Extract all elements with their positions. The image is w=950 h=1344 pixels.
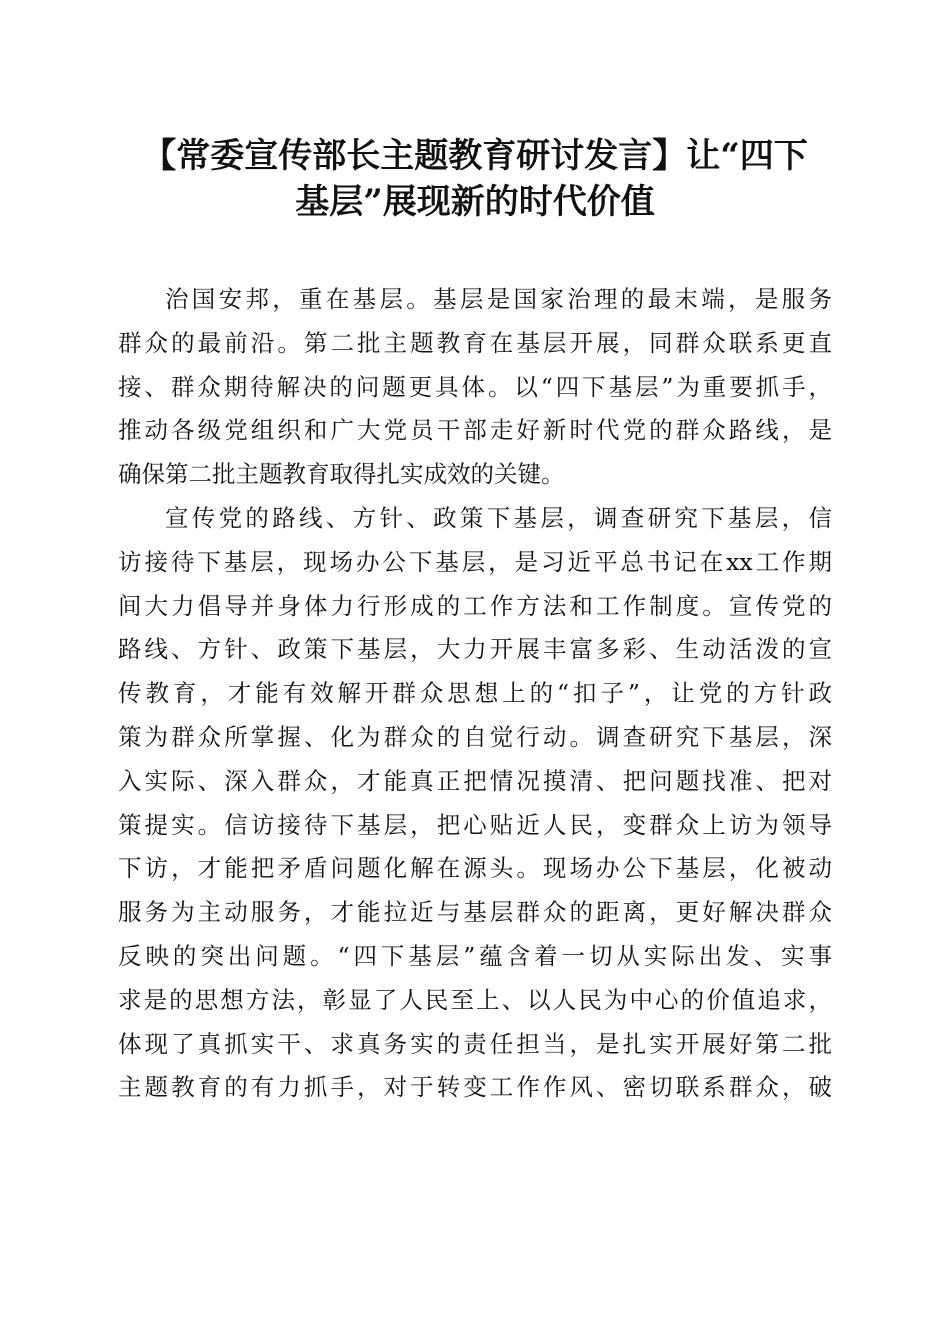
text-line: 治国安邦，重在基层。基层是国家治理的最末端，是服务 (165, 285, 832, 313)
text-line: 确保第二批主题教育取得扎实成效的关键。 (118, 460, 565, 489)
document-body (118, 278, 832, 1110)
text-line: 推动各级党组织和广大党员干部走好新时代党的群众路线，是 (118, 416, 832, 445)
text-line: 宣传党的路线、方针、政策下基层，调查研究下基层，信 (165, 503, 832, 532)
text-line: 间大力倡导并身体力行形成的工作方法和工作制度。宣传党的 (118, 591, 832, 620)
text-line: 策提实。信访接待下基层，把心贴近人民，变群众上访为领导 (118, 810, 832, 839)
text-line: 路线、方针、政策下基层，大力开展丰富多彩、生动活泼的宣 (118, 635, 832, 664)
text-line: 访接待下基层，现场办公下基层，是习近平总书记在xx工作期 (118, 547, 832, 576)
document-title (110, 133, 840, 225)
title-line: 【常委宣传部长主题教育研讨发言】让“四下 (142, 136, 808, 176)
text-line: 传教育，才能有效解开群众思想上的“扣子”，让党的方针政 (118, 679, 832, 708)
text-line: 群众的最前沿。第二批主题教育在基层开展，同群众联系更直 (118, 328, 832, 357)
text-line: 服务为主动服务，才能拉近与基层群众的距离，更好解决群众 (118, 898, 832, 927)
title-line: 基层”展现新的时代价值 (295, 182, 655, 222)
text-line: 求是的思想方法，彰显了人民至上、以人民为中心的价值追求， (118, 985, 832, 1014)
text-line: 接、群众期待解决的问题更具体。以“四下基层”为重要抓手， (118, 372, 832, 401)
text-line: 下访，才能把矛盾问题化解在源头。现场办公下基层，化被动 (118, 854, 832, 883)
paragraph-2 (118, 497, 832, 1110)
text-line: 主题教育的有力抓手，对于转变工作作风、密切联系群众，破 (118, 1073, 832, 1102)
text-line: 体现了真抓实干、求真务实的责任担当，是扎实开展好第二批 (118, 1029, 832, 1058)
text-line: 策为群众所掌握、化为群众的自觉行动。调查研究下基层，深 (118, 722, 832, 751)
paragraph-1 (118, 278, 832, 497)
text-line: 反映的突出问题。“四下基层”蕴含着一切从实际出发、实事 (118, 941, 832, 970)
text-line: 入实际、深入群众，才能真正把情况摸清、把问题找准、把对 (118, 766, 832, 795)
